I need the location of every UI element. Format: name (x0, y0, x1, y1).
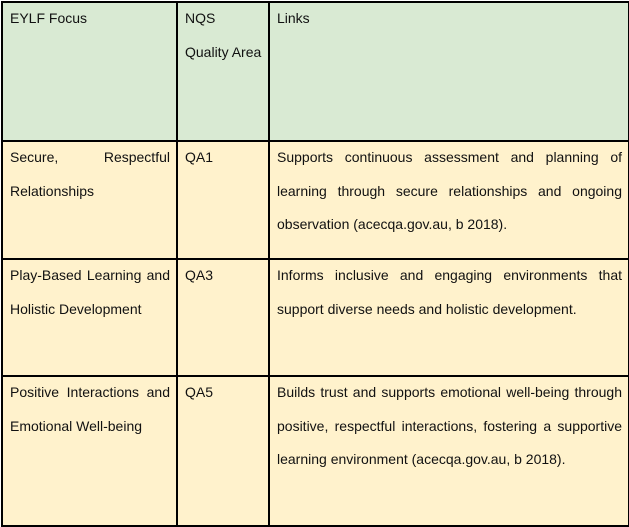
nqs-quality-area-text: QA5 (185, 384, 214, 400)
cell-links (269, 259, 629, 376)
table-row (2, 141, 629, 259)
eylf-focus-text: Secure, Respectful Relationships (10, 149, 170, 199)
cell-nqs-quality-area (177, 141, 269, 259)
links-text: Builds trust and supports emotional well-being through positive, respectful interactions, fostering a supportive learning environment (acecqa.gov.au, b 2018). (277, 384, 622, 467)
eylf-nqs-links-table (1, 1, 629, 527)
links-text: Supports continuous assessment and planning of learning through secure relationships and ongoing observation (acecqa.gov.au, b 2018). (277, 149, 622, 232)
eylf-focus-text: Play-Based Learning and Holistic Development (10, 267, 170, 317)
cell-links (269, 376, 629, 526)
table-row (2, 259, 629, 376)
cell-nqs-quality-area (177, 376, 269, 526)
header-cell-nqs-quality-area (177, 2, 269, 141)
table-header-row (2, 2, 629, 141)
nqs-quality-area-text: QA1 (185, 149, 214, 165)
header-eylf-focus-text: EYLF Focus (10, 10, 88, 26)
cell-nqs-quality-area (177, 259, 269, 376)
header-nqs-quality-area-text: NQS Quality Area (185, 10, 262, 60)
links-text: Informs inclusive and engaging environments that support diverse needs and holistic development. (277, 267, 622, 317)
header-cell-links (269, 2, 629, 141)
header-cell-eylf-focus (2, 2, 177, 141)
nqs-quality-area-text: QA3 (185, 267, 214, 283)
cell-eylf-focus (2, 376, 177, 526)
cell-links (269, 141, 629, 259)
cell-eylf-focus (2, 259, 177, 376)
eylf-focus-text: Positive Interactions and Emotional Well-being (10, 384, 170, 434)
cell-eylf-focus (2, 141, 177, 259)
header-links-text: Links (277, 10, 310, 26)
table-row (2, 376, 629, 526)
